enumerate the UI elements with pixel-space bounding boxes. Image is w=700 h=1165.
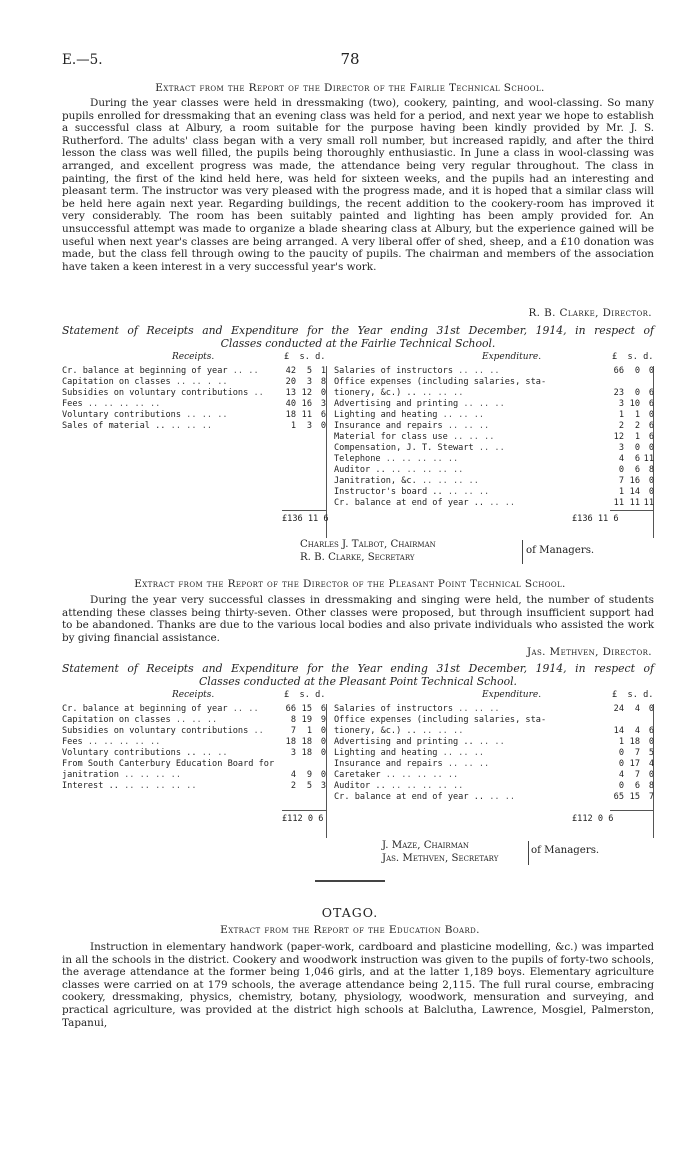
- pp-expenditure-amount-pounds: 4: [618, 770, 624, 780]
- pp-receipt-leader: .. .. .. .. ..: [82, 737, 161, 747]
- pp-receipt-amount-pence: 6: [320, 704, 326, 714]
- pp-receipt-leader: ..: [248, 726, 264, 736]
- column-divider: [326, 366, 327, 538]
- fairlie-expenditure-amount-pence: 8: [648, 465, 654, 475]
- fairlie-expenditure-row: [334, 399, 654, 410]
- pp-receipt-row: [62, 781, 326, 792]
- pp-expenditure-row: [334, 759, 654, 770]
- fairlie-receipt-row: [62, 366, 326, 377]
- fairlie-expenditure-row: [334, 498, 654, 509]
- pp-receipt-leader: .. .. .. ..: [118, 770, 182, 780]
- pp-expenditure-amount-shillings: 7: [634, 770, 640, 780]
- pp-receipt-row: [62, 748, 326, 759]
- pp-receipt-label: Capitation on classes: [62, 715, 171, 725]
- pp-expenditure-row: [334, 770, 654, 781]
- pp-expenditure-label: Salaries of instructors: [334, 704, 453, 714]
- fairlie-expenditure-label: tionery, &c.) ..: [334, 388, 417, 398]
- total-rule: [282, 510, 326, 511]
- fairlie-receipt-amount-pence: 0: [320, 388, 326, 398]
- fairlie-receipt-amount-shillings: 3: [306, 421, 312, 431]
- fairlie-expenditure-amount-shillings: 6: [634, 454, 640, 464]
- fairlie-receipt-amount-shillings: 3: [306, 377, 312, 387]
- fairlie-receipt-amount-pounds: 42: [285, 366, 296, 376]
- fairlie-expenditure-label: Office expenses (including salaries, sta-: [334, 377, 547, 387]
- pp-receipt-row: [62, 726, 326, 737]
- unit-shillings: s.: [299, 352, 310, 362]
- unit-pence: d.: [643, 690, 654, 700]
- document-code: E.—5.: [62, 52, 103, 68]
- pp-statement-title-line2: Classes conducted at the Pleasant Point Technical School.: [199, 675, 517, 688]
- fairlie-expenditure-row: [334, 454, 654, 465]
- fairlie-expenditure-amount-pounds: 3: [618, 443, 624, 453]
- fairlie-expenditure-leader: .. ..: [484, 498, 516, 508]
- pp-receipt-amount-pence: 0: [320, 748, 326, 758]
- pp-expenditure-amount-pounds: 0: [618, 748, 624, 758]
- page-number: 78: [340, 50, 360, 68]
- pp-receipt-label: From South Canterbury Education Board for: [62, 759, 275, 769]
- pp-expenditure-total: £112 0 6: [572, 814, 614, 824]
- column-divider: [326, 704, 327, 838]
- fairlie-expenditure-amount-pounds: 11: [613, 498, 624, 508]
- pp-expenditure-leader: .. .. ..: [442, 759, 490, 769]
- pp-receipt-leader: .. .. .. .. ..: [118, 781, 197, 791]
- pp-expenditure-leader: .. .. ..: [437, 748, 485, 758]
- fairlie-receipt-label: Capitation on classes: [62, 377, 171, 387]
- pp-receipt-label: Fees: [62, 737, 83, 747]
- pp-secretary: Jas. Methven, Secretary: [382, 853, 499, 864]
- fairlie-expenditure-leader: .. .. ..: [416, 388, 464, 398]
- pp-receipt-row: [62, 759, 274, 770]
- pp-expenditure-amount-shillings: 17: [629, 759, 640, 769]
- pp-receipt-amount-pounds: 3: [290, 748, 296, 758]
- pp-expenditure-units: [612, 690, 653, 701]
- fairlie-expenditure-leader: .. ..: [473, 443, 505, 453]
- fairlie-expenditure-row: [334, 432, 654, 443]
- fairlie-paragraph: During the year classes were held in dressmaking (two), cookery, painting, and wool-classing. So many pupils enrolled for dressmaking that an evening class was held for a period, and next year we hope to establish a successful class at Albury, a room suitable for the purpose having been kindly provided by Mr. J. S. Rutherford. The adults' class began with a very small roll number, but increased rapidly, and after the third lesson the class was well filled, the pupils being thoroughly enthusiastic. In June a class in wool-classing was arranged, and excellent progress was made, the attendance being very regular throughout. The class in painting, the first of the kind held here, was held for sixteen weeks, and the pupils had an interesting and pleasant term. The instructor was very pleased with the progress made, and it is hoped that a similar class will be held here again next year. Regarding buildings, the recent addition to the cookery-room has improved it very considerably. The room has been suitably painted and lighting has been amply provided for. An unsuccessful attempt was made to organize a blade shearing class at Albury, but the experience gained will be useful when next year's classes are being arranged. A very liberal offer of shed, sheep, and a £10 donation was made, but the class fell through owing to the paucity of pupils. The chairman and members of the association have taken a keen interest in a very successful year's work.: [62, 97, 654, 273]
- fairlie-receipt-leader: .. .. .. .. ..: [82, 399, 161, 409]
- otago-heading: OTAGO.: [321, 905, 379, 920]
- fairlie-receipts-heading: Receipts.: [172, 352, 215, 362]
- pp-expenditure-heading: Expenditure.: [482, 690, 542, 700]
- pleasant-point-section-title: Extract from the Report of the Director of the Pleasant Point Technical School.: [134, 578, 566, 590]
- fairlie-expenditure-units: [612, 352, 653, 363]
- fairlie-expenditure-amount-pounds: 4: [618, 454, 624, 464]
- fairlie-expenditure-amount-pence: 6: [648, 421, 654, 431]
- fairlie-expenditure-amount-pence: 0: [648, 443, 654, 453]
- pp-expenditure-amount-shillings: 15: [629, 792, 640, 802]
- fairlie-expenditure-label: Instructor's board ..: [334, 487, 443, 497]
- brace: [524, 841, 529, 865]
- pp-managers-block: [382, 840, 498, 864]
- pp-receipt-amount-pence: 9: [320, 715, 326, 725]
- pp-expenditure-amount-pounds: 1: [618, 737, 624, 747]
- fairlie-receipt-row: [62, 399, 326, 410]
- fairlie-receipt-amount-pence: 8: [320, 377, 326, 387]
- pp-receipt-amount-pence: 0: [320, 726, 326, 736]
- fairlie-expenditure-amount-pounds: 1: [618, 487, 624, 497]
- pp-receipt-leader: .. ..: [227, 704, 259, 714]
- fairlie-receipt-label: Cr. balance at beginning of year: [62, 366, 228, 376]
- fairlie-expenditure-row: [334, 487, 654, 498]
- fairlie-receipt-amount-pence: 1: [320, 366, 326, 376]
- fairlie-expenditure-label: Material for class use: [334, 432, 448, 442]
- pleasant-point-statement-table: [62, 690, 662, 850]
- pp-expenditure-label: Insurance and repairs: [334, 759, 443, 769]
- fairlie-expenditure-amount-pence: 6: [648, 432, 654, 442]
- fairlie-expenditure-label: Salaries of instructors: [334, 366, 453, 376]
- otago-paragraph: Instruction in elementary handwork (paper-work, cardboard and plasticine modelling, &c.) was imparted in all the schools in the district. Cookery and woodwork instruction was given to the pupils of forty-two schools, the average attendance at the former being 1,046 girls, and at the latter 1,189 boys. Elementary agriculture classes were carried on at 179 schools, the average attendance being 2,115. The full rural course, embracing cookery, dressmaking, physics, chemistry, botany, physiology, woodwork, mensuration and surveying, and practical agriculture, was provided at the district high schools at Balclutha, Lawrence, Mosgiel, Palmerston, Tapanui,: [62, 941, 654, 1029]
- fairlie-expenditure-leader: .. .. .. .. ..: [380, 454, 459, 464]
- fairlie-expenditure-leader: .. .. ..: [453, 366, 500, 376]
- fairlie-receipt-amount-pounds: 18: [285, 410, 296, 420]
- pp-receipt-amount-pounds: 7: [290, 726, 296, 736]
- pp-receipt-label: Cr. balance at beginning of year: [62, 704, 228, 714]
- pp-receipt-amount-pence: 0: [320, 737, 326, 747]
- otago-section-title: Extract from the Report of the Education Board.: [220, 924, 480, 936]
- pp-expenditure-leader: .. .. .. .. ..: [385, 781, 464, 791]
- pp-receipt-amount-pence: 0: [320, 770, 326, 780]
- fairlie-expenditure-amount-shillings: 10: [629, 399, 640, 409]
- fairlie-receipt-amount-shillings: 11: [301, 410, 312, 420]
- pp-expenditure-label: tionery, &c.) ..: [334, 726, 417, 736]
- pp-expenditure-amount-pounds: 0: [618, 781, 624, 791]
- fairlie-expenditure-leader: .. .. ..: [442, 421, 490, 431]
- pp-expenditure-label: Cr. balance at end of year ..: [334, 792, 485, 802]
- pp-expenditure-label: Lighting and heating: [334, 748, 438, 758]
- pp-receipt-amount-pence: 3: [320, 781, 326, 791]
- pp-expenditure-amount-shillings: 4: [634, 704, 640, 714]
- fairlie-receipt-label: Fees: [62, 399, 83, 409]
- fairlie-expenditure-amount-pence: 0: [648, 476, 654, 486]
- fairlie-expenditure-amount-pence: 6: [648, 388, 654, 398]
- pp-expenditure-amount-shillings: 6: [634, 781, 640, 791]
- pp-receipts-units: [284, 690, 325, 701]
- pp-receipt-amount-shillings: 18: [301, 748, 312, 758]
- pp-receipt-amount-shillings: 9: [306, 770, 312, 780]
- pp-expenditure-row: [334, 704, 654, 715]
- fairlie-expenditure-row: [334, 377, 546, 388]
- fairlie-receipt-leader: .. .. ..: [165, 421, 213, 431]
- fairlie-receipts-total: £136 11 6: [282, 514, 329, 524]
- fairlie-receipt-amount-pounds: 13: [285, 388, 296, 398]
- pp-receipt-row: [62, 770, 326, 781]
- pp-receipt-row: [62, 715, 326, 726]
- pleasant-point-director-signature: Jas. Methven, Director.: [526, 646, 652, 658]
- fairlie-statement-title: [62, 324, 654, 350]
- fairlie-receipt-amount-shillings: 16: [301, 399, 312, 409]
- unit-pence: d.: [643, 352, 654, 362]
- fairlie-receipt-label: Sales of material ..: [62, 421, 166, 431]
- fairlie-receipt-row: [62, 421, 326, 432]
- pp-expenditure-leader: .. .. ..: [453, 704, 500, 714]
- fairlie-receipts-units: [284, 352, 325, 363]
- pp-expenditure-amount-shillings: 18: [629, 737, 640, 747]
- unit-shillings: s.: [627, 352, 638, 362]
- fairlie-expenditure-amount-pounds: 1: [618, 410, 624, 420]
- fairlie-expenditure-leader: .. .. ..: [437, 410, 485, 420]
- pp-receipt-amount-shillings: 1: [306, 726, 312, 736]
- pp-expenditure-amount-pence: 0: [648, 770, 654, 780]
- fairlie-expenditure-label: Compensation, J. T. Stewart: [334, 443, 474, 453]
- pp-receipt-amount-shillings: 15: [301, 704, 312, 714]
- pp-expenditure-amount-shillings: 7: [634, 748, 640, 758]
- fairlie-expenditure-amount-pounds: 3: [618, 399, 624, 409]
- fairlie-expenditure-amount-shillings: 0: [634, 366, 640, 376]
- fairlie-director-signature: R. B. Clarke, Director.: [528, 307, 652, 319]
- fairlie-expenditure-label: Janitration, &c.: [334, 476, 417, 486]
- fairlie-expenditure-leader: .. .. ..: [458, 399, 505, 409]
- fairlie-chairman: Charles J. Talbot, Chairman: [300, 539, 436, 550]
- fairlie-statement-title-line1: Statement of Receipts and Expenditure for the Year ending 31st December, 1914, in respect of: [62, 324, 654, 337]
- fairlie-expenditure-amount-pounds: 7: [618, 476, 624, 486]
- fairlie-receipt-label: Subsidies on voluntary contributions: [62, 388, 249, 398]
- fairlie-receipt-row: [62, 388, 326, 399]
- fairlie-expenditure-heading: Expenditure.: [482, 352, 542, 362]
- pp-expenditure-row: [334, 715, 546, 726]
- pp-receipts-total: £112 0 6: [282, 814, 324, 824]
- fairlie-receipt-leader: .. .. . ..: [170, 377, 228, 387]
- fairlie-receipt-amount-pence: 3: [320, 399, 326, 409]
- pp-expenditure-leader: .. ..: [473, 737, 505, 747]
- fairlie-receipt-label: Voluntary contributions: [62, 410, 181, 420]
- pp-receipt-label: Voluntary contributions ..: [62, 748, 197, 758]
- fairlie-expenditure-amount-pounds: 23: [613, 388, 624, 398]
- fairlie-receipt-leader: .. .. ..: [181, 410, 228, 420]
- pp-expenditure-amount-pence: 0: [648, 704, 654, 714]
- pp-receipt-amount-pounds: 18: [285, 737, 296, 747]
- fairlie-expenditure-amount-shillings: 6: [634, 465, 640, 475]
- pp-receipt-amount-pounds: 4: [290, 770, 296, 780]
- unit-pence: d.: [315, 352, 326, 362]
- pp-receipt-label: Subsidies on voluntary contributions: [62, 726, 249, 736]
- fairlie-expenditure-label: Insurance and repairs: [334, 421, 443, 431]
- fairlie-of-managers: of Managers.: [526, 545, 595, 556]
- fairlie-expenditure-amount-shillings: 0: [634, 388, 640, 398]
- pp-receipt-amount-pounds: 2: [290, 781, 296, 791]
- fairlie-expenditure-leader: .. .. .. .. ..: [385, 465, 464, 475]
- fairlie-expenditure-amount-shillings: 2: [634, 421, 640, 431]
- pp-receipt-leader: .. ..: [196, 748, 228, 758]
- fairlie-expenditure-label: Advertising and printing: [334, 399, 459, 409]
- fairlie-receipt-row: [62, 410, 326, 421]
- section-divider: [315, 880, 385, 882]
- unit-pounds: £: [284, 352, 290, 362]
- pp-expenditure-label: Caretaker: [334, 770, 381, 780]
- fairlie-expenditure-leader: .. .. .. ..: [416, 476, 479, 486]
- fairlie-receipt-amount-shillings: 5: [306, 366, 312, 376]
- fairlie-expenditure-row: [334, 388, 654, 399]
- fairlie-expenditure-label: Auditor ..: [334, 465, 386, 475]
- pp-receipt-amount-pounds: 66: [285, 704, 296, 714]
- fairlie-expenditure-label: Telephone: [334, 454, 381, 464]
- fairlie-expenditure-amount-shillings: 1: [634, 410, 640, 420]
- unit-shillings: s.: [627, 690, 638, 700]
- fairlie-receipt-amount-pounds: 40: [285, 399, 296, 409]
- pp-receipt-label: Interest ..: [62, 781, 119, 791]
- pp-expenditure-amount-pence: 6: [648, 726, 654, 736]
- pp-expenditure-amount-pence: 0: [648, 737, 654, 747]
- fairlie-expenditure-amount-pence: 6: [648, 399, 654, 409]
- pp-receipts-heading: Receipts.: [172, 690, 215, 700]
- fairlie-managers-block: [300, 539, 436, 563]
- fairlie-expenditure-total: £136 11 6: [572, 514, 619, 524]
- fairlie-receipt-row: [62, 377, 326, 388]
- pp-expenditure-row: [334, 748, 654, 759]
- fairlie-expenditure-amount-pounds: 2: [618, 421, 624, 431]
- fairlie-receipt-amount-pence: 0: [320, 421, 326, 431]
- pp-expenditure-label: Auditor ..: [334, 781, 386, 791]
- fairlie-expenditure-amount-pounds: 12: [613, 432, 624, 442]
- fairlie-statement-table: [62, 352, 662, 532]
- fairlie-receipt-amount-shillings: 12: [301, 388, 312, 398]
- fairlie-expenditure-row: [334, 443, 654, 454]
- unit-shillings: s.: [299, 690, 310, 700]
- pp-expenditure-amount-pence: 7: [648, 792, 654, 802]
- pp-receipt-amount-pounds: 8: [290, 715, 296, 725]
- fairlie-expenditure-amount-pence: 0: [648, 410, 654, 420]
- pp-expenditure-row: [334, 792, 654, 803]
- fairlie-expenditure-leader: .. .. ..: [442, 487, 490, 497]
- pp-of-managers: of Managers.: [531, 845, 600, 856]
- fairlie-expenditure-amount-shillings: 11: [629, 498, 640, 508]
- pp-expenditure-leader: .. .. .. .. ..: [380, 770, 459, 780]
- total-rule: [610, 510, 654, 511]
- unit-pounds: £: [284, 690, 290, 700]
- fairlie-expenditure-amount-pence: 11: [643, 454, 654, 464]
- pp-receipt-row: [62, 704, 326, 715]
- total-rule: [282, 810, 326, 811]
- pleasant-point-statement-title: [62, 662, 654, 688]
- fairlie-expenditure-row: [334, 410, 654, 421]
- fairlie-statement-title-line2: Classes conducted at the Fairlie Technical School.: [220, 337, 496, 350]
- fairlie-receipt-leader: .. ..: [227, 366, 259, 376]
- pp-expenditure-amount-pence: 8: [648, 781, 654, 791]
- pp-expenditure-amount-pounds: 65: [613, 792, 624, 802]
- fairlie-expenditure-amount-pence: 11: [643, 498, 654, 508]
- pp-receipt-leader: .. .. ..: [170, 715, 218, 725]
- pp-expenditure-amount-pence: 4: [648, 759, 654, 769]
- unit-pounds: £: [612, 352, 618, 362]
- fairlie-expenditure-leader: .. .. ..: [447, 432, 495, 442]
- pp-expenditure-amount-pounds: 24: [613, 704, 624, 714]
- unit-pounds: £: [612, 690, 618, 700]
- pp-expenditure-amount-shillings: 4: [634, 726, 640, 736]
- pp-expenditure-leader: .. .. ..: [416, 726, 464, 736]
- pp-expenditure-label: Advertising and printing ..: [334, 737, 474, 747]
- pp-expenditure-row: [334, 781, 654, 792]
- fairlie-receipt-amount-pounds: 1: [290, 421, 296, 431]
- fairlie-expenditure-row: [334, 421, 654, 432]
- pp-expenditure-amount-pence: 5: [648, 748, 654, 758]
- fairlie-expenditure-label: Cr. balance at end of year ..: [334, 498, 485, 508]
- fairlie-expenditure-label: Lighting and heating: [334, 410, 438, 420]
- pleasant-point-paragraph: During the year very successful classes in dressmaking and singing were held, the number of students attending these classes being thirty-seven. Other classes were proposed, but through insufficient support had to be abandoned. Thanks are due to the various local bodies and also private individuals who assisted the work by giving financial assistance.: [62, 594, 654, 644]
- fairlie-receipt-amount-pounds: 20: [285, 377, 296, 387]
- fairlie-receipt-leader: ..: [248, 388, 264, 398]
- fairlie-expenditure-amount-shillings: 14: [629, 487, 640, 497]
- unit-pence: d.: [315, 690, 326, 700]
- pp-expenditure-row: [334, 726, 654, 737]
- pp-expenditure-row: [334, 737, 654, 748]
- fairlie-expenditure-amount-pence: 0: [648, 366, 654, 376]
- fairlie-expenditure-row: [334, 476, 654, 487]
- pp-expenditure-amount-pounds: 0: [618, 759, 624, 769]
- pp-receipt-amount-shillings: 19: [301, 715, 312, 725]
- pp-receipt-amount-shillings: 18: [301, 737, 312, 747]
- pp-expenditure-leader: .. ..: [484, 792, 516, 802]
- fairlie-expenditure-row: [334, 366, 654, 377]
- pp-expenditure-label: Office expenses (including salaries, sta-: [334, 715, 547, 725]
- fairlie-expenditure-amount-shillings: 0: [634, 443, 640, 453]
- pp-receipt-row: [62, 737, 326, 748]
- pp-receipt-amount-shillings: 5: [306, 781, 312, 791]
- pp-receipt-label: janitration: [62, 770, 119, 780]
- fairlie-section-title: Extract from the Report of the Director of the Fairlie Technical School.: [155, 82, 545, 94]
- pp-chairman: J. Maze, Chairman: [382, 840, 470, 851]
- fairlie-expenditure-row: [334, 465, 654, 476]
- fairlie-expenditure-amount-pence: 0: [648, 487, 654, 497]
- brace: [518, 540, 523, 564]
- fairlie-secretary: R. B. Clarke, Secretary: [300, 552, 415, 563]
- pp-expenditure-amount-pounds: 14: [613, 726, 624, 736]
- fairlie-expenditure-amount-pounds: 66: [613, 366, 624, 376]
- total-rule: [610, 810, 654, 811]
- fairlie-receipt-amount-pence: 6: [320, 410, 326, 420]
- fairlie-expenditure-amount-shillings: 1: [634, 432, 640, 442]
- fairlie-expenditure-amount-pounds: 0: [618, 465, 624, 475]
- fairlie-expenditure-amount-shillings: 16: [629, 476, 640, 486]
- pp-statement-title-line1: Statement of Receipts and Expenditure for the Year ending 31st December, 1914, in respect of: [62, 662, 654, 675]
